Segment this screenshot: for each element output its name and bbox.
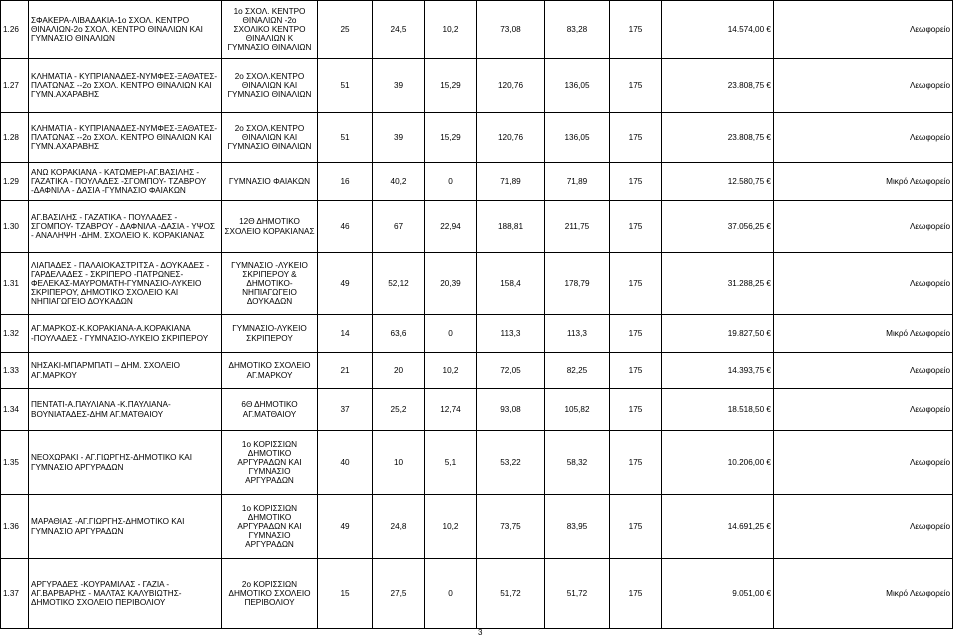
cell-value-2: 39 bbox=[373, 59, 425, 113]
cell-value-6: 175 bbox=[610, 1, 662, 59]
cell-value-3: 5,1 bbox=[425, 431, 477, 495]
cell-value-3: 0 bbox=[425, 163, 477, 201]
route-code: 1.33 bbox=[1, 353, 29, 389]
route-price: 14.691,25 € bbox=[662, 495, 774, 559]
route-price: 14.574,00 € bbox=[662, 1, 774, 59]
table-row bbox=[1, 201, 953, 253]
cell-value-4: 72,05 bbox=[477, 353, 545, 389]
cell-value-5: 82,25 bbox=[545, 353, 610, 389]
cell-value-5: 58,32 bbox=[545, 431, 610, 495]
route-description: ΛΙΑΠΑΔΕΣ - ΠΑΛΑΙΟΚΑΣΤΡΙΤΣΑ - ΔΟΥΚΑΔΕΣ - ΓΑΡΔΕΛΑΔΕΣ - ΣΚΡΙΠΕΡΟ -ΠΑΤΡΩΝΕΣ-ΦΕΛΕΚΑΣ-ΜΑΥΡΟΜΑΤΗ-ΓΥΜΝΑΣΙΟ-ΛΥΚΕΙΟ ΣΚΡΙΠΕΡΟΥ, ΔΗΜΟΤΙΚΟ ΣΧΟΛΕΙΟ ΚΑΙ ΝΗΠΙΑΓΩΓΕΙΟ ΔΟΥΚΑΔΩΝ bbox=[29, 253, 222, 315]
page-number: 3 bbox=[478, 628, 483, 637]
cell-value-2: 24,5 bbox=[373, 1, 425, 59]
cell-value-1: 16 bbox=[318, 163, 373, 201]
route-code: 1.26 bbox=[1, 1, 29, 59]
cell-value-1: 37 bbox=[318, 389, 373, 431]
route-code: 1.31 bbox=[1, 253, 29, 315]
cell-value-6: 175 bbox=[610, 389, 662, 431]
vehicle-type: Μικρό Λεωφορείο bbox=[774, 163, 953, 201]
school-name: 1ο ΚΟΡΙΣΣΙΩΝ ΔΗΜΟΤΙΚΟ ΑΡΓΥΡΑΔΩΝ ΚΑΙ ΓΥΜΝΑΣΙΟ ΑΡΓΥΡΑΔΩΝ bbox=[222, 495, 318, 559]
table-row bbox=[1, 315, 953, 353]
route-price: 12.580,75 € bbox=[662, 163, 774, 201]
cell-value-6: 175 bbox=[610, 495, 662, 559]
school-name: ΓΥΜΝΑΣΙΟ-ΛΥΚΕΙΟ ΣΚΡΙΠΕΡΟΥ bbox=[222, 315, 318, 353]
table-row bbox=[1, 431, 953, 495]
cell-value-5: 113,3 bbox=[545, 315, 610, 353]
cell-value-1: 40 bbox=[318, 431, 373, 495]
route-description: ΚΛΗΜΑΤΙΑ - ΚΥΠΡΙΑΝΑΔΕΣ-ΝΥΜΦΕΣ-ΞΑΘΑΤΕΣ-ΠΛΑΤΩΝΑΣ --2ο ΣΧΟΛ. ΚΕΝΤΡΟ ΘΙΝΑΛΙΩΝ ΚΑΙ ΓΥΜΝ.ΑΧΑΡΑΒΗΣ bbox=[29, 59, 222, 113]
cell-value-6: 175 bbox=[610, 163, 662, 201]
cell-value-6: 175 bbox=[610, 113, 662, 163]
cell-value-1: 21 bbox=[318, 353, 373, 389]
cell-value-5: 105,82 bbox=[545, 389, 610, 431]
cell-value-4: 120,76 bbox=[477, 59, 545, 113]
cell-value-6: 175 bbox=[610, 201, 662, 253]
cell-value-5: 83,28 bbox=[545, 1, 610, 59]
cell-value-5: 83,95 bbox=[545, 495, 610, 559]
cell-value-2: 24,8 bbox=[373, 495, 425, 559]
route-price: 37.056,25 € bbox=[662, 201, 774, 253]
route-description: ΝΕΟΧΩΡΑΚΙ - ΑΓ.ΓΙΩΡΓΗΣ-ΔΗΜΟΤΙΚΟ ΚΑΙ ΓΥΜΝΑΣΙΟ ΑΡΓΥΡΑΔΩΝ bbox=[29, 431, 222, 495]
vehicle-type: Μικρό Λεωφορείο bbox=[774, 315, 953, 353]
route-price: 23.808,75 € bbox=[662, 59, 774, 113]
vehicle-type: Λεωφορείο bbox=[774, 113, 953, 163]
route-price: 18.518,50 € bbox=[662, 389, 774, 431]
cell-value-4: 93,08 bbox=[477, 389, 545, 431]
cell-value-4: 113,3 bbox=[477, 315, 545, 353]
route-code: 1.37 bbox=[1, 559, 29, 629]
cell-value-2: 39 bbox=[373, 113, 425, 163]
cell-value-3: 0 bbox=[425, 315, 477, 353]
route-description: ΑΓ.ΜΑΡΚΟΣ-Κ.ΚΟΡΑΚΙΑΝΑ-Α.ΚΟΡΑΚΙΑΝΑ -ΠΟΥΛΑΔΕΣ - ΓΥΜΝΑΣΙΟ-ΛΥΚΕΙΟ ΣΚΡΙΠΕΡΟΥ bbox=[29, 315, 222, 353]
cell-value-1: 25 bbox=[318, 1, 373, 59]
table-row bbox=[1, 559, 953, 629]
route-description: ΣΦΑΚΕΡΑ-ΛΙΒΑΔΑΚΙΑ-1ο ΣΧΟΛ. ΚΕΝΤΡΟ ΘΙΝΑΛΙΩΝ-2ο ΣΧΟΛ. ΚΕΝΤΡΟ ΘΙΝΑΛΙΩΝ ΚΑΙ ΓΥΜΝΑΣΙΟ ΘΙΝΑΛΙΩΝ bbox=[29, 1, 222, 59]
cell-value-1: 51 bbox=[318, 59, 373, 113]
cell-value-6: 175 bbox=[610, 353, 662, 389]
school-name: 12Θ ΔΗΜΟΤΙΚΟ ΣΧΟΛΕΙΟ ΚΟΡΑΚΙΑΝΑΣ bbox=[222, 201, 318, 253]
route-code: 1.35 bbox=[1, 431, 29, 495]
route-description: ΚΛΗΜΑΤΙΑ - ΚΥΠΡΙΑΝΑΔΕΣ-ΝΥΜΦΕΣ-ΞΑΘΑΤΕΣ-ΠΛΑΤΩΝΑΣ --2ο ΣΧΟΛ. ΚΕΝΤΡΟ ΘΙΝΑΛΙΩΝ ΚΑΙ ΓΥΜΝ.ΑΧΑΡΑΒΗΣ bbox=[29, 113, 222, 163]
cell-value-4: 188,81 bbox=[477, 201, 545, 253]
cell-value-2: 10 bbox=[373, 431, 425, 495]
vehicle-type: Λεωφορείο bbox=[774, 201, 953, 253]
cell-value-5: 71,89 bbox=[545, 163, 610, 201]
school-name: 2ο ΚΟΡΙΣΣΙΩΝ ΔΗΜΟΤΙΚΟ ΣΧΟΛΕΙΟ ΠΕΡΙΒΟΛΙΟΥ bbox=[222, 559, 318, 629]
route-code: 1.27 bbox=[1, 59, 29, 113]
cell-value-2: 67 bbox=[373, 201, 425, 253]
school-name: 1ο ΚΟΡΙΣΣΙΩΝ ΔΗΜΟΤΙΚΟ ΑΡΓΥΡΑΔΩΝ ΚΑΙ ΓΥΜΝΑΣΙΟ ΑΡΓΥΡΑΔΩΝ bbox=[222, 431, 318, 495]
route-description: ΠΕΝΤΑΤΙ-Α.ΠΑΥΛΙΑΝΑ -Κ.ΠΑΥΛΙΑΝΑ-ΒΟΥΝΙΑΤΑΔΕΣ-ΔΗΜ ΑΓ.ΜΑΤΘΑΙΟΥ bbox=[29, 389, 222, 431]
cell-value-3: 22,94 bbox=[425, 201, 477, 253]
cell-value-5: 136,05 bbox=[545, 113, 610, 163]
route-code: 1.30 bbox=[1, 201, 29, 253]
route-code: 1.28 bbox=[1, 113, 29, 163]
route-code: 1.29 bbox=[1, 163, 29, 201]
route-code: 1.36 bbox=[1, 495, 29, 559]
route-code: 1.34 bbox=[1, 389, 29, 431]
cell-value-3: 15,29 bbox=[425, 113, 477, 163]
school-name: 1ο ΣΧΟΛ. ΚΕΝΤΡΟ ΘΙΝΑΛΙΩΝ -2ο ΣΧΟΛΙΚΟ ΚΕΝΤΡΟ ΘΙΝΑΛΙΩΝ Κ ΓΥΜΝΑΣΙΟ ΘΙΝΑΛΙΩΝ bbox=[222, 1, 318, 59]
route-price: 10.206,00 € bbox=[662, 431, 774, 495]
table-row bbox=[1, 163, 953, 201]
cell-value-1: 46 bbox=[318, 201, 373, 253]
cell-value-4: 73,08 bbox=[477, 1, 545, 59]
table-row bbox=[1, 353, 953, 389]
cell-value-3: 0 bbox=[425, 559, 477, 629]
route-description: ΜΑΡΑΘΙΑΣ -ΑΓ.ΓΙΩΡΓΗΣ-ΔΗΜΟΤΙΚΟ ΚΑΙ ΓΥΜΝΑΣΙΟ ΑΡΓΥΡΑΔΩΝ bbox=[29, 495, 222, 559]
school-name: 2ο ΣΧΟΛ.ΚΕΝΤΡΟ ΘΙΝΑΛΙΩΝ ΚΑΙ ΓΥΜΝΑΣΙΟ ΘΙΝΑΛΙΩΝ bbox=[222, 59, 318, 113]
cell-value-1: 14 bbox=[318, 315, 373, 353]
cell-value-3: 10,2 bbox=[425, 353, 477, 389]
cell-value-4: 158,4 bbox=[477, 253, 545, 315]
route-description: ΑΡΓΥΡΑΔΕΣ -ΚΟΥΡΑΜΙΛΑΣ - ΓΑΖΙΑ - ΑΓ.ΒΑΡΒΑΡΗΣ - ΜΑΛΤΑΣ ΚΑΛΥΒΙΩΤΗΣ-ΔΗΜΟΤΙΚΟ ΣΧΟΛΕΙΟ ΠΕΡΙΒΟΛΙΟΥ bbox=[29, 559, 222, 629]
vehicle-type: Λεωφορείο bbox=[774, 253, 953, 315]
table-row bbox=[1, 113, 953, 163]
cell-value-5: 51,72 bbox=[545, 559, 610, 629]
school-name: 6Θ ΔΗΜΟΤΙΚΟ ΑΓ.ΜΑΤΘΑΙΟΥ bbox=[222, 389, 318, 431]
route-price: 9.051,00 € bbox=[662, 559, 774, 629]
cell-value-1: 51 bbox=[318, 113, 373, 163]
route-code: 1.32 bbox=[1, 315, 29, 353]
cell-value-5: 136,05 bbox=[545, 59, 610, 113]
school-name: ΔΗΜΟΤΙΚΟ ΣΧΟΛΕΙΟ ΑΓ.ΜΑΡΚΟΥ bbox=[222, 353, 318, 389]
school-name: 2ο ΣΧΟΛ.ΚΕΝΤΡΟ ΘΙΝΑΛΙΩΝ ΚΑΙ ΓΥΜΝΑΣΙΟ ΘΙΝΑΛΙΩΝ bbox=[222, 113, 318, 163]
route-description: ΑΝΩ ΚΟΡΑΚΙΑΝΑ - ΚΑΤΩΜΕΡΙ-ΑΓ.ΒΑΣΙΛΗΣ - ΓΑΖΑΤΙΚΑ - ΠΟΥΛΑΔΕΣ -ΣΓΟΜΠΟΥ- ΤΖΑΒΡΟΥ -ΔΑΦΝΙΛΑ - ΔΑΣΙΑ -ΓΥΜΝΑΣΙΟ ΦΑΙΑΚΩΝ bbox=[29, 163, 222, 201]
cell-value-5: 178,79 bbox=[545, 253, 610, 315]
cell-value-6: 175 bbox=[610, 59, 662, 113]
cell-value-6: 175 bbox=[610, 431, 662, 495]
cell-value-5: 211,75 bbox=[545, 201, 610, 253]
cell-value-2: 52,12 bbox=[373, 253, 425, 315]
route-price: 19.827,50 € bbox=[662, 315, 774, 353]
table-row bbox=[1, 1, 953, 59]
school-name: ΓΥΜΝΑΣΙΟ -ΛΥΚΕΙΟ ΣΚΡΙΠΕΡΟΥ & ΔΗΜΟΤΙΚΟ-ΝΗΠΙΑΓΩΓΕΙΟ ΔΟΥΚΑΔΩΝ bbox=[222, 253, 318, 315]
vehicle-type: Λεωφορείο bbox=[774, 59, 953, 113]
cell-value-2: 25,2 bbox=[373, 389, 425, 431]
cell-value-1: 15 bbox=[318, 559, 373, 629]
vehicle-type: Λεωφορείο bbox=[774, 353, 953, 389]
table-row bbox=[1, 495, 953, 559]
cell-value-3: 20,39 bbox=[425, 253, 477, 315]
table-row bbox=[1, 59, 953, 113]
cell-value-3: 10,2 bbox=[425, 495, 477, 559]
cell-value-6: 175 bbox=[610, 315, 662, 353]
route-description: ΑΓ.ΒΑΣΙΛΗΣ - ΓΑΖΑΤΙΚΑ - ΠΟΥΛΑΔΕΣ - ΣΓΟΜΠΟΥ- ΤΖΑΒΡΟΥ - ΔΑΦΝΙΛΑ -ΔΑΣΙΑ - ΥΨΟΣ - ΑΝΑΛΗΨΗ -ΔΗΜ. ΣΧΟΛΕΙΟ Κ. ΚΟΡΑΚΙΑΝΑΣ bbox=[29, 201, 222, 253]
cell-value-4: 71,89 bbox=[477, 163, 545, 201]
cell-value-3: 10,2 bbox=[425, 1, 477, 59]
cell-value-6: 175 bbox=[610, 253, 662, 315]
cell-value-3: 12,74 bbox=[425, 389, 477, 431]
cell-value-4: 120,76 bbox=[477, 113, 545, 163]
cell-value-1: 49 bbox=[318, 495, 373, 559]
table-row bbox=[1, 389, 953, 431]
route-description: ΝΗΣΑΚΙ-ΜΠΑΡΜΠΑΤΙ – ΔΗΜ. ΣΧΟΛΕΙΟ ΑΓ.ΜΑΡΚΟΥ bbox=[29, 353, 222, 389]
cell-value-6: 175 bbox=[610, 559, 662, 629]
vehicle-type: Λεωφορείο bbox=[774, 495, 953, 559]
cell-value-2: 63,6 bbox=[373, 315, 425, 353]
cell-value-2: 20 bbox=[373, 353, 425, 389]
route-price: 31.288,25 € bbox=[662, 253, 774, 315]
route-price: 14.393,75 € bbox=[662, 353, 774, 389]
cell-value-4: 51,72 bbox=[477, 559, 545, 629]
cell-value-2: 27,5 bbox=[373, 559, 425, 629]
school-name: ΓΥΜΝΑΣΙΟ ΦΑΙΑΚΩΝ bbox=[222, 163, 318, 201]
cell-value-3: 15,29 bbox=[425, 59, 477, 113]
vehicle-type: Λεωφορείο bbox=[774, 1, 953, 59]
route-price: 23.808,75 € bbox=[662, 113, 774, 163]
cell-value-4: 53,22 bbox=[477, 431, 545, 495]
cell-value-4: 73,75 bbox=[477, 495, 545, 559]
vehicle-type: Μικρό Λεωφορείο bbox=[774, 559, 953, 629]
cell-value-1: 49 bbox=[318, 253, 373, 315]
vehicle-type: Λεωφορείο bbox=[774, 389, 953, 431]
vehicle-type: Λεωφορείο bbox=[774, 431, 953, 495]
cell-value-2: 40,2 bbox=[373, 163, 425, 201]
table-row bbox=[1, 253, 953, 315]
